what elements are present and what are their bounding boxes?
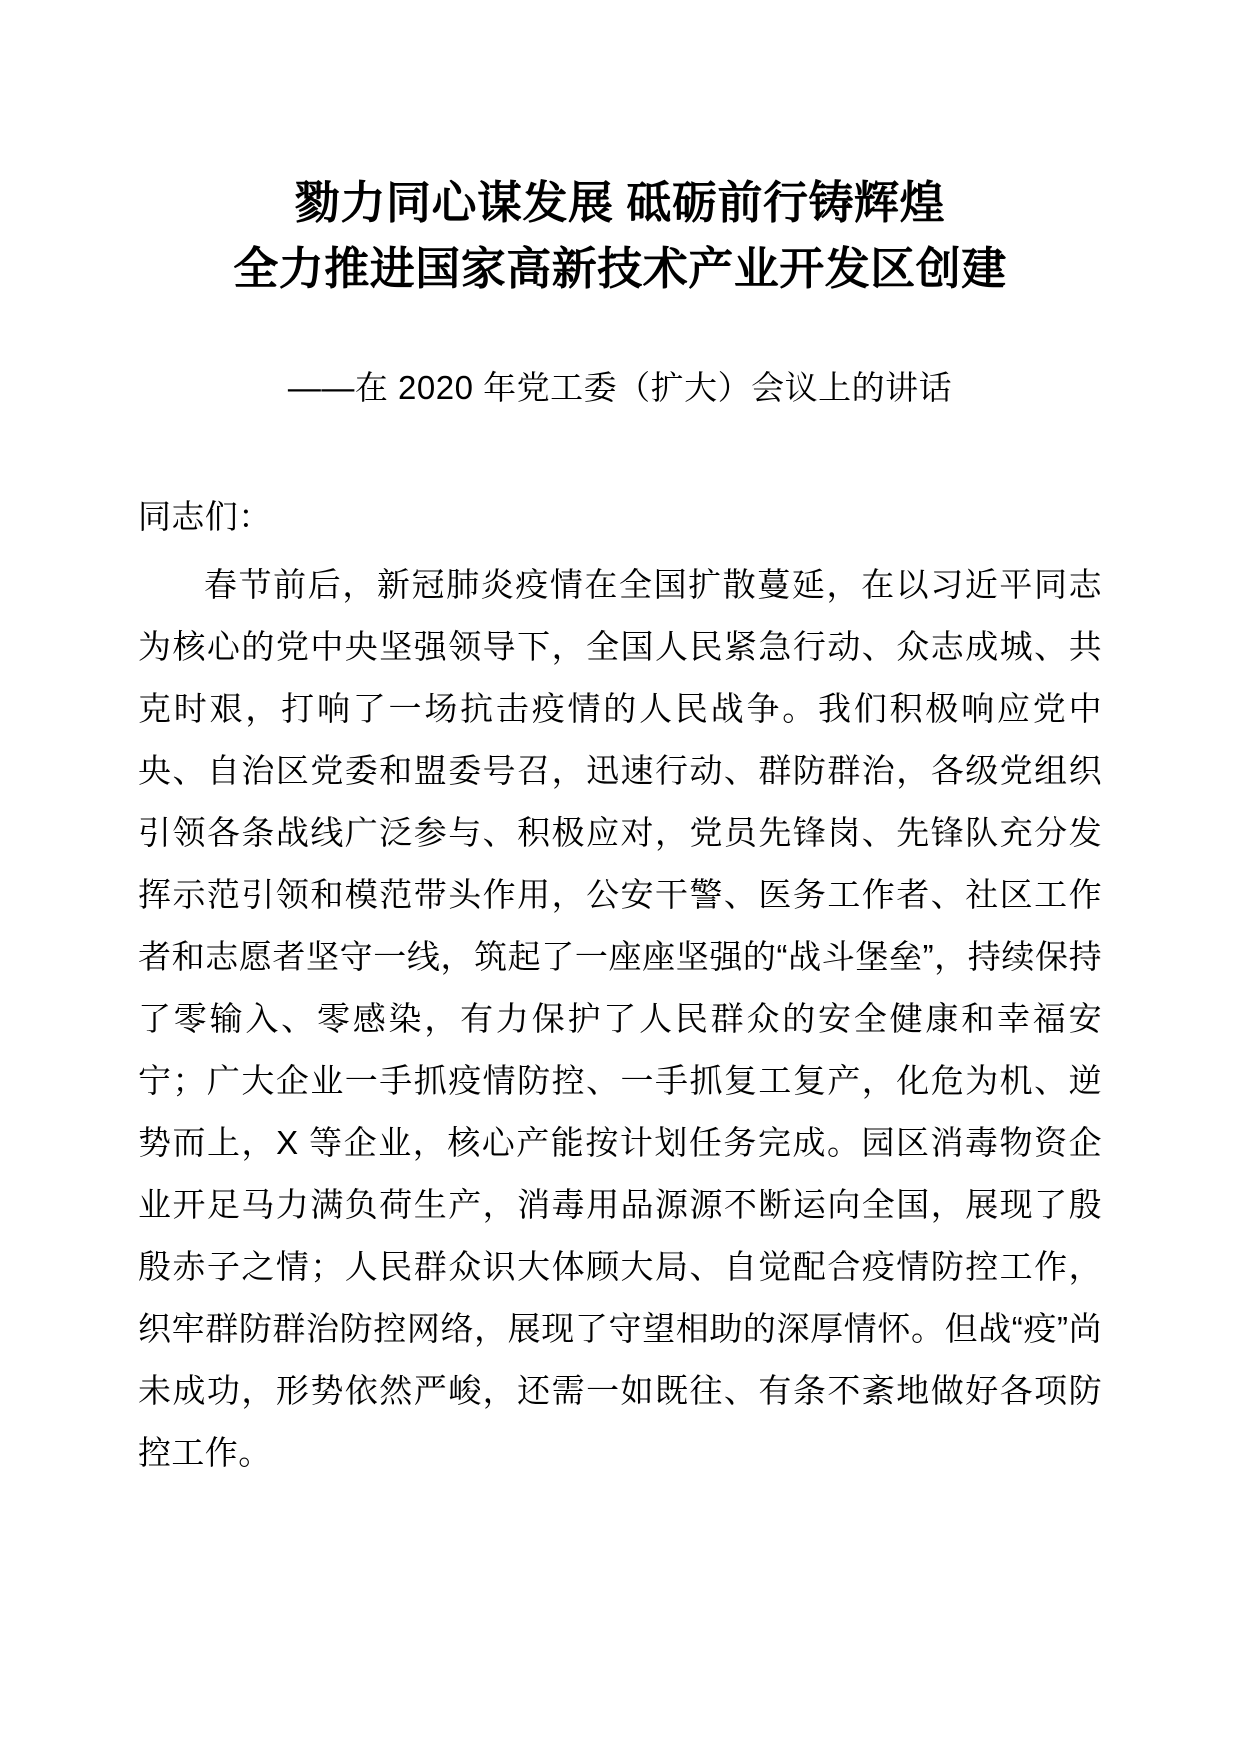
document-subtitle: ——在 2020 年党工委（扩大）会议上的讲话 xyxy=(287,369,953,406)
body-paragraph: 春节前后，新冠肺炎疫情在全国扩散蔓延，在以习近平同志为核心的党中央坚强领导下，全国人民紧急行动、众志成城、共克时艰，打响了一场抗击疫情的人民战争。我们积极响应党中央、自治区党委和盟委号召，迅速行动、群防群治，各级党组织引领各条战线广泛参与、积极应对，党员先锋岗、先锋队充分发挥示范引领和模范带头作用，公安干警、医务工作者、社区工作者和志愿者坚守一线，筑起了一座座坚强的“战斗堡垒”，持续保持了零输入、零感染，有力保护了人民群众的安全健康和幸福安宁；广大企业一手抓疫情防控、一手抓复工复产，化危为机、逆势而上，X 等企业，核心产能按计划任务完成。园区消毒物资企业开足马力满负荷生产，消毒用品源源不断运向全国，展现了殷殷赤子之情；人民群众识大体顾大局、自觉配合疫情防控工作，织牢群防群治防控网络，展现了守望相助的深厚情怀。但战“疫”尚未成功，形势依然严峻，还需一如既往、有条不紊地做好各项防控工作。 xyxy=(138,566,1102,1471)
title-line-1: 勠力同心谋发展 砥砺前行铸辉煌 xyxy=(294,177,945,228)
title-line-2: 全力推进国家高新技术产业开发区创建 xyxy=(233,243,1007,294)
page-title xyxy=(138,0,1102,302)
salutation: 同志们： xyxy=(138,498,272,535)
